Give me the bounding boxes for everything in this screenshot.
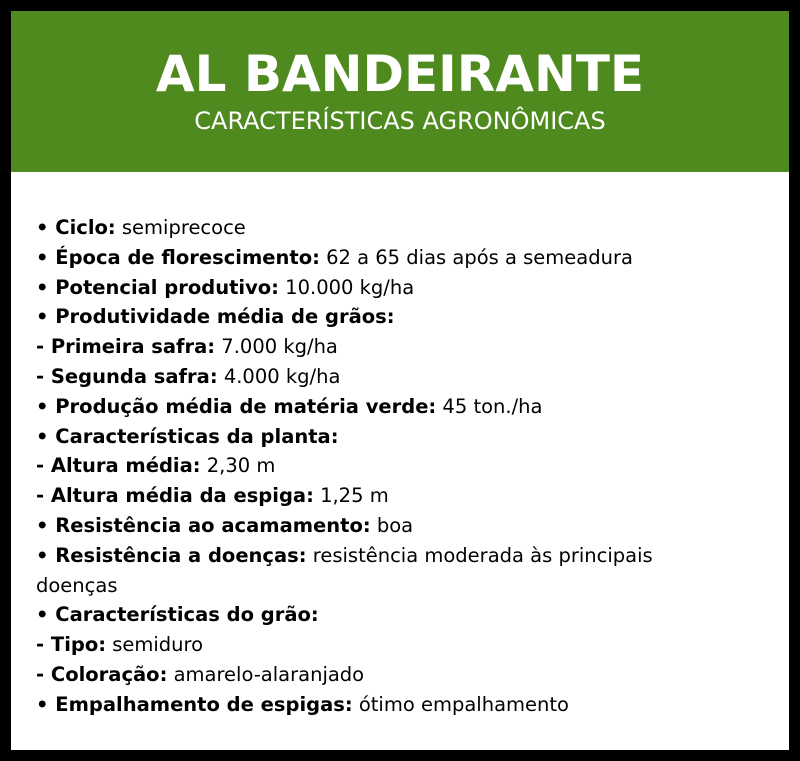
list-item-label: Características da planta: — [55, 424, 339, 448]
list-item-bullet: - — [36, 364, 51, 388]
list-item-value: 2,30 m — [200, 454, 276, 478]
list-item-bullet: • — [36, 424, 56, 448]
list-item-label: Ciclo: — [55, 216, 116, 239]
list-item-label: Altura média da espiga: — [50, 484, 314, 508]
list-item — [36, 273, 736, 303]
list-item-label: Segunda safra: — [50, 364, 218, 388]
list-item — [36, 362, 736, 392]
list-item-value: semiduro — [106, 633, 204, 657]
list-item — [36, 451, 736, 481]
list-item — [36, 213, 736, 243]
list-item-bullet: • — [36, 603, 56, 627]
page-title: AL BANDEIRANTE — [155, 45, 645, 103]
list-item-value: 10.000 kg/ha — [278, 275, 415, 299]
list-item — [36, 332, 736, 362]
page-subtitle: CARACTERÍSTICAS AGRONÔMICAS — [194, 107, 606, 135]
list-item-label: Época de florescimento: — [55, 245, 320, 269]
characteristics-list — [11, 172, 736, 720]
header-banner — [11, 11, 789, 172]
list-item-value: 7.000 kg/ha — [215, 335, 338, 359]
list-item-value: resistência moderada às principais doenças — [36, 543, 653, 597]
list-item-bullet: - — [36, 335, 51, 359]
list-item-value: boa — [370, 513, 414, 537]
list-item-bullet: • — [36, 305, 56, 329]
list-item — [36, 690, 736, 720]
list-item-bullet: • — [36, 245, 56, 269]
list-item-label: Produção média de matéria verde: — [55, 394, 437, 418]
list-item-bullet: • — [36, 513, 56, 537]
list-item — [36, 511, 736, 541]
list-item — [36, 243, 736, 273]
list-item — [36, 481, 736, 511]
list-item-label: Altura média: — [50, 454, 201, 478]
list-item-bullet: • — [36, 543, 56, 567]
list-item-value: amarelo-alaranjado — [167, 662, 365, 686]
list-item-value: ótimo empalhamento — [352, 692, 569, 716]
list-item-value: 62 a 65 dias após a semeadura — [319, 245, 633, 269]
list-item-label: Produtividade média de grãos: — [55, 305, 395, 329]
list-item — [36, 630, 736, 660]
list-item-label: Características do grão: — [55, 603, 319, 627]
list-item — [36, 392, 736, 422]
list-item — [36, 600, 736, 630]
list-item-label: Resistência a doenças: — [55, 543, 307, 567]
list-item-value: 4.000 kg/ha — [217, 364, 341, 388]
list-item-label: Resistência ao acamamento: — [55, 513, 371, 537]
list-item-label: Tipo: — [50, 633, 107, 657]
list-item — [36, 302, 736, 332]
list-item-label: Coloração: — [50, 662, 168, 686]
list-item-value: 1,25 m — [313, 484, 389, 508]
list-item — [36, 660, 736, 690]
info-card — [11, 11, 789, 750]
list-item-bullet: - — [36, 633, 51, 657]
list-item-label: Potencial produtivo: — [55, 275, 279, 299]
list-item-bullet: - — [36, 454, 51, 478]
list-item-value: semiprecoce — [115, 216, 246, 239]
list-item-label: Empalhamento de espigas: — [55, 692, 353, 716]
list-item-bullet: - — [36, 662, 51, 686]
list-item-bullet: • — [36, 275, 56, 299]
list-item-label: Primeira safra: — [50, 335, 216, 359]
list-item-bullet: - — [36, 484, 51, 508]
list-item-bullet: • — [36, 394, 56, 418]
list-item — [36, 541, 736, 601]
list-item-value: 45 ton./ha — [436, 394, 543, 418]
list-item-bullet: • — [36, 216, 56, 239]
list-item-bullet: • — [36, 692, 56, 716]
list-item — [36, 422, 736, 452]
